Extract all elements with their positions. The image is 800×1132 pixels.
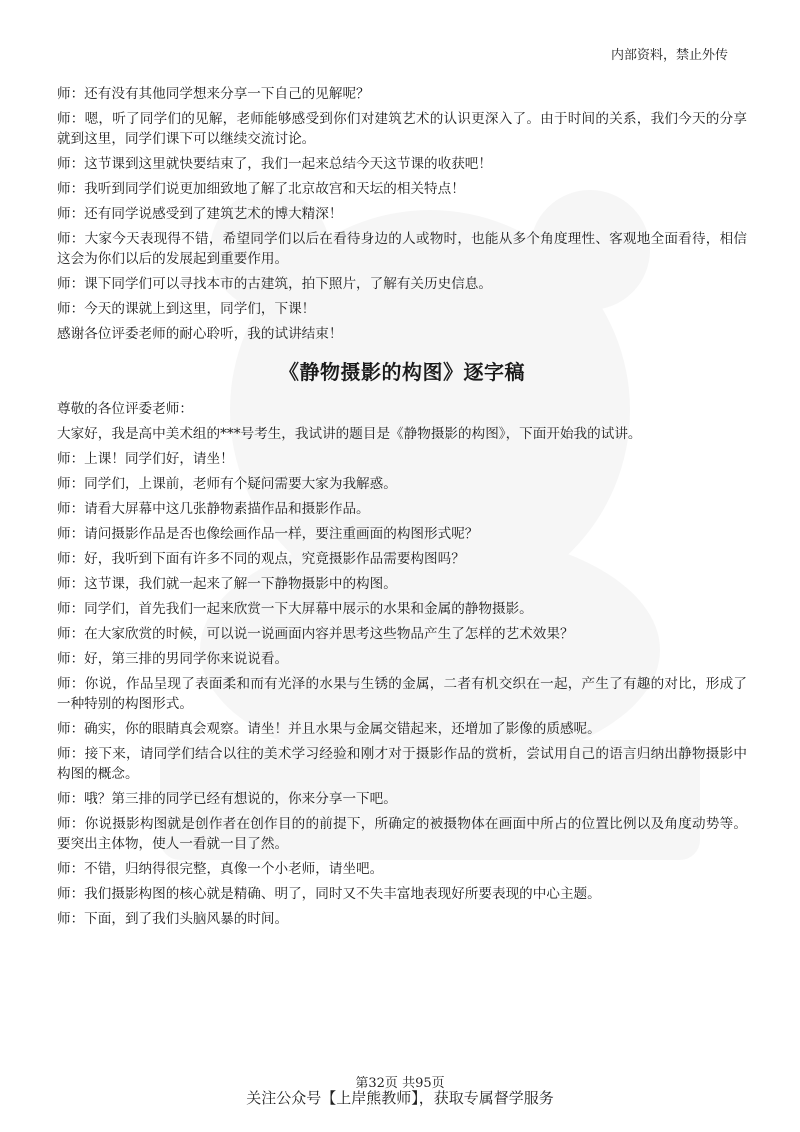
paragraph: 师：上课！同学们好，请坐！	[57, 451, 234, 467]
footer-promo: 关注公众号【上岸熊教师】，获取专属督学服务	[246, 1089, 554, 1107]
paragraph: 师：这节课到这里就快要结束了，我们一起来总结今天这节课的收获吧！	[57, 156, 492, 172]
paragraph: 师：大家今天表现得不错，希望同学们以后在看待身边的人或物时，也能从多个角度理性、客观地全面看待，相信这会为你们以后的发展起到重要作用。	[57, 231, 747, 267]
confidential-header: 内部资料，禁止外传	[610, 48, 728, 63]
section-title: 《静物摄影的构图》逐字稿	[279, 360, 525, 384]
paragraph: 师：今天的课就上到这里，同学们，下课！	[57, 301, 316, 317]
section-1	[57, 84, 747, 344]
page-number: 第32页 共95页	[355, 1076, 445, 1091]
paragraph: 师：课下同学们可以寻找本市的古建筑，拍下照片，了解有关历史信息。	[57, 276, 492, 292]
paragraph: 师：下面，到了我们头脑风暴的时间。	[57, 911, 289, 927]
paragraph: 师：同学们，首先我们一起来欣赏一下大屏幕中展示的水果和金属的静物摄影。	[57, 601, 533, 617]
paragraph: 师：还有同学说感受到了建筑艺术的博大精深！	[57, 206, 343, 222]
paragraph: 大家好，我是高中美术组的***号考生，我试讲的题目是《静物摄影的构图》，下面开始我的试讲。	[57, 426, 642, 442]
paragraph: 师：请看大屏幕中这几张静物素描作品和摄影作品。	[57, 501, 370, 517]
paragraph: 师：哦？第三排的同学已经有想说的，你来分享一下吧。	[57, 791, 397, 807]
paragraph: 师：还有没有其他同学想来分享一下自己的见解呢？	[57, 86, 370, 102]
section-2	[57, 399, 747, 929]
paragraph: 师：请问摄影作品是否也像绘画作品一样，要注重画面的构图形式呢？	[57, 526, 479, 542]
paragraph: 师：不错，归纳得很完整，真像一个小老师，请坐吧。	[57, 861, 384, 877]
paragraph: 师：确实，你的眼睛真会观察。请坐！并且水果与金属交错起来，还增加了影像的质感呢。	[57, 721, 601, 737]
paragraph: 感谢各位评委老师的耐心聆听，我的试讲结束！	[57, 326, 343, 342]
paragraph: 师：在大家欣赏的时候，可以说一说画面内容并思考这些物品产生了怎样的艺术效果？	[57, 626, 574, 642]
paragraph: 师：我听到同学们说更加细致地了解了北京故宫和天坛的相关特点！	[57, 181, 465, 197]
paragraph: 师：我们摄影构图的核心就是精确、明了，同时又不失丰富地表现好所要表现的中心主题。	[57, 886, 601, 902]
paragraph: 尊敬的各位评委老师：	[57, 401, 193, 417]
paragraph: 师：同学们，上课前，老师有个疑问需要大家为我解惑。	[57, 476, 397, 492]
paragraph: 师：你说摄影构图就是创作者在创作目的的前提下，所确定的被摄物体在画面中所占的位置比例以及角度动势等。要突出主体物，使人一看就一目了然。	[57, 816, 747, 852]
paragraph: 师：你说，作品呈现了表面柔和而有光泽的水果与生锈的金属，二者有机交织在一起，产生了有趣的对比，形成了一种特别的构图形式。	[57, 676, 747, 712]
paragraph: 师：嗯，听了同学们的见解，老师能够感受到你们对建筑艺术的认识更深入了。由于时间的关系，我们今天的分享就到这里，同学们课下可以继续交流讨论。	[57, 111, 747, 147]
paragraph: 师：好，我听到下面有许多不同的观点，究竟摄影作品需要构图吗？	[57, 551, 465, 567]
document-body	[57, 84, 747, 934]
paragraph: 师：这节课，我们就一起来了解一下静物摄影中的构图。	[57, 576, 397, 592]
paragraph: 师：好，第三排的男同学你来说说看。	[57, 651, 289, 667]
paragraph: 师：接下来，请同学们结合以往的美术学习经验和刚才对于摄影作品的赏析，尝试用自己的语言归纳出静物摄影中构图的概念。	[57, 746, 747, 782]
